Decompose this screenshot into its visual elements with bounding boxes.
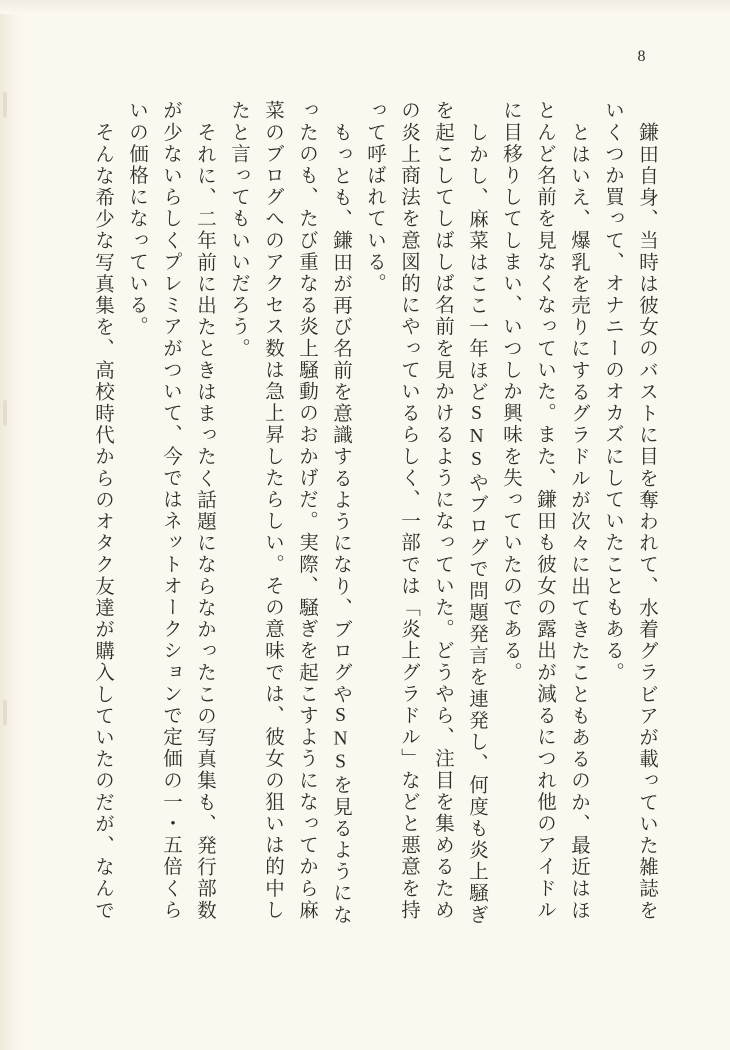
text-line: 菜のブログへのアクセス数は急上昇したらしい。その意味では、彼女の狙いは的中し	[262, 100, 283, 921]
text-line: ったのも、たび重なる炎上騒動のおかげだ。実際、騒ぎを起こすようになってから麻	[296, 100, 317, 921]
text-line: しかし、麻菜はここ一年ほどSNSやブログで問題発言を連発し、何度も炎上騒ぎ	[466, 122, 487, 926]
text-line: たと言ってもいいだろう。	[228, 100, 249, 360]
page-number: 8	[637, 48, 646, 65]
binding-mark	[3, 92, 7, 118]
text-line: そんな希少な写真集を、高校時代からのオタク友達が購入していたのだが、なんで	[92, 122, 113, 922]
page-left-edge-shading	[0, 0, 22, 1050]
text-line: って呼ばれている。	[364, 100, 385, 295]
page-text-body	[92, 100, 657, 972]
text-line: とはいえ、爆乳を売りにするグラドルが次々に出てきたこともあるのか、最近はほ	[568, 122, 589, 922]
text-line: もっとも、鎌田が再び名前を意識するようになり、ブログやSNSを見るようにな	[330, 122, 351, 926]
page-top-edge-shading	[0, 0, 730, 14]
text-line: に目移りしてしまい、いつしか興味を失っていたのである。	[500, 100, 521, 684]
text-line: それに、二年前に出たときはまったく話題にならなかったこの写真集も、発行部数	[194, 122, 215, 922]
binding-mark	[3, 700, 7, 726]
text-line: とんど名前を見なくなっていた。また、鎌田も彼女の露出が減るにつれ他のアイドル	[534, 100, 555, 921]
text-line: を起こしてしばしば名前を見かけるようになっていた。どうやら、注目を集めるため	[432, 100, 453, 921]
text-line: いくつか買って、オナニーのオカズにしていたこともある。	[602, 100, 623, 684]
text-line: が少ないらしくプレミアがついて、今ではネットオークションで定価の一・五倍くら	[160, 100, 181, 921]
text-line: いの価格になっている。	[126, 100, 147, 338]
text-line: 鎌田自身、当時は彼女のバストに目を奪われて、水着グラビアが載っていた雑誌を	[636, 122, 657, 922]
binding-mark	[3, 400, 7, 426]
text-line: の炎上商法を意図的にやっているらしく、一部では「炎上グラドル」などと悪意を持	[398, 100, 419, 921]
